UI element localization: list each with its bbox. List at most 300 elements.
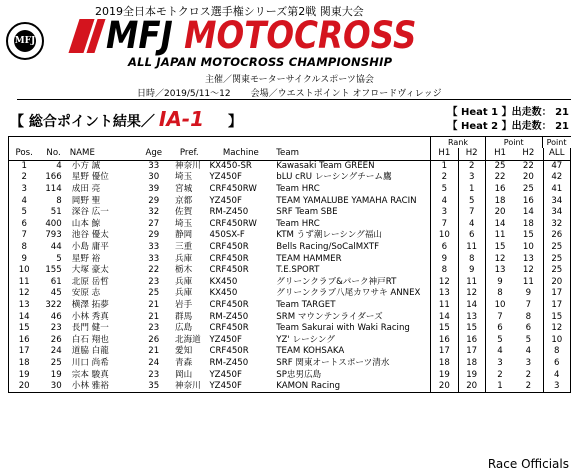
- col-point-h2: 8: [525, 311, 532, 322]
- col-rank-h2: 15: [458, 323, 485, 335]
- col-pos: 9: [9, 253, 40, 265]
- heat1-label: 【 Heat 1 】出走数：: [447, 107, 552, 118]
- group-rank: Rank: [431, 137, 486, 149]
- col-machine: CRF450R: [209, 323, 249, 334]
- col-rank-h1: 5: [431, 184, 458, 196]
- col-machine: YZ450F: [209, 195, 242, 206]
- col-rank-h2: 3: [458, 172, 485, 184]
- col-point-h2: 6: [525, 323, 532, 334]
- col-team-header: Team: [274, 148, 430, 160]
- col-point-all: 12: [543, 323, 570, 335]
- heat2-label: 【 Heat 2 】出走数：: [447, 121, 552, 132]
- col-point-all: 25: [543, 253, 570, 265]
- event-venue: 会場／ウエストポイント オフロードヴィレッジ: [250, 89, 442, 99]
- col-no: 24: [50, 346, 62, 357]
- col-age-header: Age: [137, 148, 171, 160]
- col-team: Team TARGET: [276, 300, 336, 311]
- col-no: 8: [56, 195, 62, 206]
- col-rank-h2: 11: [458, 277, 485, 289]
- table-row: [9, 160, 571, 172]
- col-point-h2: 14: [522, 207, 534, 218]
- table-row: [9, 358, 571, 370]
- col-point-h1: 5: [485, 335, 514, 347]
- table-row: [9, 381, 571, 393]
- mfj-emblem: [6, 22, 44, 60]
- col-machine: CRF450R: [209, 242, 249, 253]
- col-rank-h1: 16: [431, 335, 458, 347]
- col-pref: 兵庫: [174, 276, 193, 287]
- col-pref: 岩手: [174, 300, 193, 311]
- col-pos: 17: [9, 346, 40, 358]
- col-rank-h1: 14: [431, 311, 458, 323]
- col-no: 793: [45, 230, 62, 241]
- col-pos: 11: [9, 277, 40, 289]
- col-machine: YZ450F: [209, 369, 242, 380]
- col-rank-h2: 6: [458, 230, 485, 242]
- col-team: SP忠男広島: [276, 369, 322, 380]
- col-pos: 19: [9, 369, 40, 381]
- col-name: 宗本 駿真: [71, 369, 109, 380]
- col-team: T.E.SPORT: [276, 265, 320, 276]
- col-point-h1: 13: [485, 265, 514, 277]
- col-point-h1-header: H1: [485, 148, 514, 160]
- col-machine: CRF450R: [209, 253, 249, 264]
- table-row: [9, 230, 571, 242]
- brand-motocross: MOTOCROSS: [184, 14, 417, 57]
- col-team: TEAM YAMALUBE YAMAHA RACIN: [276, 195, 417, 206]
- col-point-all: 32: [543, 219, 570, 231]
- col-point-h2: 16: [522, 195, 534, 206]
- col-point-h1: 9: [485, 277, 514, 289]
- col-rank-h2: 18: [458, 358, 485, 370]
- col-pos: 7: [9, 230, 40, 242]
- section-prefix: 【 総合ポイント結果／: [10, 114, 155, 130]
- col-point-h1: 20: [485, 207, 514, 219]
- brand-mfj: MFJ: [106, 14, 173, 57]
- col-pos: 8: [9, 242, 40, 254]
- col-point-h2: 15: [522, 230, 534, 241]
- group-point-label: Point: [503, 138, 524, 147]
- col-team: bLU cRU レーシングチーム鷹: [276, 172, 392, 183]
- col-pref: 兵庫: [174, 253, 193, 264]
- table-row: [9, 265, 571, 277]
- col-pref: 京都: [174, 195, 193, 206]
- col-pref: 栃木: [174, 265, 193, 276]
- col-point-h2: 5: [525, 334, 532, 345]
- col-name: 安原 志: [71, 288, 101, 299]
- col-name: 小林 雅裕: [71, 381, 109, 392]
- col-pos-header: Pos.: [9, 148, 40, 160]
- col-rank-h1: 4: [431, 195, 458, 207]
- col-team: SRF 関東オートスポーツ清水: [276, 357, 390, 368]
- col-point-h1: 8: [485, 288, 514, 300]
- col-rank-h1: 8: [431, 265, 458, 277]
- results-table: [8, 136, 571, 393]
- col-pos: 5: [9, 207, 40, 219]
- col-point-h2: 11: [522, 276, 534, 287]
- class-name: IA-1: [158, 107, 205, 131]
- table-row: [9, 242, 571, 254]
- col-name: 成田 亮: [71, 184, 101, 195]
- table-row: [9, 277, 571, 289]
- col-pref: 埼玉: [174, 218, 193, 229]
- col-pref: 埼玉: [174, 172, 193, 183]
- col-age: 33: [148, 242, 160, 253]
- col-pos: 4: [9, 195, 40, 207]
- col-point-all: 26: [543, 230, 570, 242]
- col-no: 61: [50, 276, 62, 287]
- col-point-h1: 4: [485, 346, 514, 358]
- col-pref: 静岡: [174, 230, 193, 241]
- col-age: 23: [148, 276, 160, 287]
- col-point-h2: 7: [525, 300, 532, 311]
- table-row: [9, 369, 571, 381]
- col-name: 星野 優位: [71, 172, 109, 183]
- col-point-all: 17: [543, 288, 570, 300]
- col-pref: 北海道: [174, 334, 201, 345]
- col-machine: 450SX-F: [209, 230, 245, 241]
- col-point-h1: 7: [485, 311, 514, 323]
- col-pos: 14: [9, 311, 40, 323]
- col-name: 川口 尚希: [71, 357, 109, 368]
- col-pref: 佐賀: [174, 207, 193, 218]
- col-pref: 三重: [174, 242, 193, 253]
- col-no: 4: [56, 160, 62, 171]
- table-row: [9, 219, 571, 231]
- col-no: 25: [50, 357, 62, 368]
- col-pref: 宮城: [174, 184, 193, 195]
- col-point-h1: 12: [485, 253, 514, 265]
- col-point-all: 42: [543, 172, 570, 184]
- col-point-h2: 4: [525, 346, 532, 357]
- table-row: [9, 288, 571, 300]
- col-rank-h2: 5: [458, 195, 485, 207]
- col-rank-h2: 19: [458, 369, 485, 381]
- col-rank-h1: 12: [431, 277, 458, 289]
- heat1-value: 21: [555, 107, 569, 118]
- col-name: 小島 庸平: [71, 242, 109, 253]
- col-rank-h1: 1: [431, 160, 458, 172]
- col-point-all: 8: [543, 346, 570, 358]
- col-rank-h1-header: H1: [431, 148, 458, 160]
- col-age: 25: [148, 288, 160, 299]
- col-team: Kawasaki Team GREEN: [276, 160, 375, 171]
- col-point-all: 34: [543, 195, 570, 207]
- col-point-h1: 11: [485, 230, 514, 242]
- col-rank-h1: 19: [431, 369, 458, 381]
- col-point-h2: 2: [525, 369, 532, 380]
- col-rank-h1: 6: [431, 242, 458, 254]
- col-rank-h2: 11: [458, 242, 485, 254]
- col-no: 46: [50, 311, 62, 322]
- col-age: 33: [148, 160, 160, 171]
- col-team: KTM うず潮レーシング福山: [276, 230, 383, 241]
- col-point-h2: 10: [522, 242, 534, 253]
- col-point-all: 15: [543, 311, 570, 323]
- col-point-h2: 13: [522, 253, 534, 264]
- col-age: 21: [148, 346, 160, 357]
- col-point-h2: 22: [522, 160, 534, 171]
- col-team: グリーンクラブ&パーク神戸RT: [276, 276, 397, 287]
- col-age: 21: [148, 311, 160, 322]
- col-point-all: 10: [543, 335, 570, 347]
- col-pos: 10: [9, 265, 40, 277]
- col-no: 23: [50, 323, 62, 334]
- col-team: グリーンクラブ八尾カワサキ ANNEX: [276, 288, 421, 299]
- col-rank-h2: 1: [458, 184, 485, 196]
- organizer: 主催／関東モーターサイクルスポーツ協会: [205, 75, 374, 85]
- col-rank-h1: 18: [431, 358, 458, 370]
- col-point-all: 41: [543, 184, 570, 196]
- col-point-h1: 25: [485, 160, 514, 172]
- mfj-emblem-inner: MFJ: [14, 30, 36, 52]
- col-team: Team Sakurai with Waki Racing: [276, 323, 410, 334]
- section-title: [10, 107, 242, 131]
- col-rank-h2: 9: [458, 265, 485, 277]
- col-no: 322: [45, 300, 62, 311]
- col-name: 道脇 白龍: [71, 346, 109, 357]
- col-point-all: 25: [543, 242, 570, 254]
- table-body: [9, 160, 571, 393]
- col-name: 北原 岳哲: [71, 276, 109, 287]
- col-machine: CRF450R: [209, 265, 249, 276]
- col-no: 114: [45, 184, 62, 195]
- col-rank-h2-header: H2: [458, 148, 485, 160]
- col-machine-header: Machine: [207, 148, 274, 160]
- section-suffix: 】: [228, 114, 243, 130]
- table-group-header: [9, 137, 571, 149]
- col-point-h2: 9: [525, 288, 532, 299]
- col-rank-h1: 13: [431, 288, 458, 300]
- col-age: 27: [148, 218, 160, 229]
- col-name: 深谷 広一: [71, 207, 109, 218]
- col-age: 26: [148, 334, 160, 345]
- col-machine: RM-Z450: [209, 357, 249, 368]
- col-point-h2: 12: [522, 265, 534, 276]
- col-pref: 神奈川: [174, 160, 201, 171]
- col-pos: 13: [9, 300, 40, 312]
- table-header: [9, 148, 571, 160]
- col-no: 5: [56, 253, 62, 264]
- col-pos: 3: [9, 184, 40, 196]
- col-pos: 12: [9, 288, 40, 300]
- col-point-h1: 18: [485, 195, 514, 207]
- col-point-h1: 15: [485, 242, 514, 254]
- col-rank-h2: 17: [458, 346, 485, 358]
- col-point-h2: 20: [522, 172, 534, 183]
- col-rank-h1: 10: [431, 230, 458, 242]
- col-pos: 6: [9, 219, 40, 231]
- col-machine: CRF450RW: [209, 184, 257, 195]
- col-pref: 青森: [174, 357, 193, 368]
- col-rank-h1: 20: [431, 381, 458, 393]
- col-point-h1: 10: [485, 300, 514, 312]
- col-name: 岡野 聖: [71, 195, 101, 206]
- col-point-h1: 3: [485, 358, 514, 370]
- col-point-h2: 25: [522, 184, 534, 195]
- table-row: [9, 323, 571, 335]
- col-team: Team HRC: [276, 184, 320, 195]
- col-rank-h2: 14: [458, 300, 485, 312]
- col-rank-h2: 4: [458, 219, 485, 231]
- col-point-h1: 14: [485, 219, 514, 231]
- col-rank-h2: 16: [458, 335, 485, 347]
- col-point-all: 4: [543, 369, 570, 381]
- table-row: [9, 311, 571, 323]
- col-age: 30: [148, 172, 160, 183]
- col-point-h2: 18: [522, 218, 534, 229]
- col-pos: 20: [9, 381, 40, 393]
- header-rule: [17, 99, 571, 100]
- col-team: TEAM KOHSAKA: [276, 346, 345, 357]
- col-pref: 広島: [174, 323, 193, 334]
- table-row: [9, 195, 571, 207]
- col-rank-h1: 11: [431, 300, 458, 312]
- group-point: [485, 137, 570, 149]
- col-no: 19: [50, 369, 62, 380]
- col-point-h1: 2: [485, 369, 514, 381]
- col-rank-h1: 2: [431, 172, 458, 184]
- brand-title: [106, 14, 416, 58]
- col-team: Bells Racing/SoCalMXTF: [276, 242, 380, 253]
- col-age: 32: [148, 207, 160, 218]
- col-age: 35: [148, 381, 160, 392]
- col-machine: KX450-SR: [209, 160, 252, 171]
- table-row: [9, 184, 571, 196]
- col-no: 30: [50, 381, 62, 392]
- col-no: 166: [45, 172, 62, 183]
- col-no: 400: [45, 218, 62, 229]
- group-point-all-label: Point: [542, 137, 571, 148]
- heat2-value: 21: [555, 121, 569, 132]
- col-point-h1: 16: [485, 184, 514, 196]
- col-point-h1: 22: [485, 172, 514, 184]
- col-machine: YZ450F: [209, 172, 242, 183]
- col-no: 26: [50, 334, 62, 345]
- col-rank-h2: 13: [458, 311, 485, 323]
- col-point-all: 47: [543, 160, 570, 172]
- col-name: 白石 翔也: [71, 334, 109, 345]
- brand-subtitle: ALL JAPAN MOTOCROSS CHAMPIONSHIP: [128, 55, 393, 69]
- series-title: 2019全日本モトクロス選手権シリーズ第2戦 関東大会: [95, 5, 364, 18]
- col-point-all: 3: [543, 381, 570, 393]
- col-team: YZ' レーシング: [276, 334, 335, 345]
- col-point-h2: 2: [525, 381, 532, 392]
- col-point-all: 17: [543, 300, 570, 312]
- col-point-all-header: ALL: [543, 148, 570, 160]
- table-row: [9, 172, 571, 184]
- table-row: [9, 346, 571, 358]
- event-date: 日時／2019/5/11～12: [137, 89, 231, 99]
- col-no-header: No.: [39, 148, 67, 160]
- col-rank-h2: 12: [458, 288, 485, 300]
- table-row: [9, 207, 571, 219]
- col-machine: YZ450F: [209, 334, 242, 345]
- col-team: Team HRC: [276, 218, 320, 229]
- col-no: 44: [50, 242, 62, 253]
- col-name: 大塚 豪太: [71, 265, 109, 276]
- col-age: 23: [148, 369, 160, 380]
- col-rank-h1: 15: [431, 323, 458, 335]
- col-age: 33: [148, 253, 160, 264]
- col-point-h2: 3: [525, 357, 532, 368]
- col-age: 39: [148, 184, 160, 195]
- col-team: SRF Team SBE: [276, 207, 338, 218]
- col-rank-h1: 9: [431, 253, 458, 265]
- col-name: 長門 健一: [71, 323, 109, 334]
- race-officials: Race Officials: [487, 457, 569, 471]
- col-point-all: 34: [543, 207, 570, 219]
- col-team: TEAM HAMMER: [276, 253, 342, 264]
- col-name: 池谷 優太: [71, 230, 109, 241]
- table-row: [9, 300, 571, 312]
- col-no: 45: [50, 288, 62, 299]
- col-machine: CRF450R: [209, 300, 249, 311]
- col-no: 51: [50, 207, 62, 218]
- col-rank-h1: 17: [431, 346, 458, 358]
- col-pos: 16: [9, 335, 40, 347]
- col-team: SRM マウンテンライダーズ: [276, 311, 383, 322]
- col-name: 小林 秀真: [71, 311, 109, 322]
- col-name: 小方 誠: [71, 160, 101, 171]
- col-pref: 神奈川: [174, 381, 201, 392]
- col-point-h2-header: H2: [514, 148, 543, 160]
- col-rank-h2: 20: [458, 381, 485, 393]
- group-blank: [9, 137, 431, 149]
- col-machine: CRF450R: [209, 346, 249, 357]
- col-rank-h1: 3: [431, 207, 458, 219]
- col-pos: 2: [9, 172, 40, 184]
- heat1-count: [448, 103, 570, 118]
- col-rank-h2: 7: [458, 207, 485, 219]
- col-point-h1: 6: [485, 323, 514, 335]
- event-meta: [137, 86, 462, 99]
- col-age: 23: [148, 323, 160, 334]
- col-pref-header: Pref.: [171, 148, 207, 160]
- col-name-header: NAME: [68, 148, 137, 160]
- col-pref: 群馬: [174, 311, 193, 322]
- col-pref: 岡山: [174, 369, 193, 380]
- heat2-count: [448, 117, 570, 132]
- col-name: 横澤 拓夢: [71, 300, 109, 311]
- col-name: 星野 裕: [71, 253, 101, 264]
- col-machine: KX450: [209, 288, 238, 299]
- col-pos: 18: [9, 358, 40, 370]
- col-pref: 兵庫: [174, 288, 193, 299]
- col-machine: RM-Z450: [209, 207, 249, 218]
- col-rank-h1: 7: [431, 219, 458, 231]
- col-machine: YZ450F: [209, 381, 242, 392]
- col-rank-h2: 8: [458, 253, 485, 265]
- col-machine: RM-Z450: [209, 311, 249, 322]
- col-age: 29: [148, 195, 160, 206]
- col-machine: CRF450RW: [209, 218, 257, 229]
- col-machine: KX450: [209, 276, 238, 287]
- col-pos: 1: [9, 160, 40, 172]
- table-row: [9, 253, 571, 265]
- col-age: 29: [148, 230, 160, 241]
- col-point-h1: 1: [485, 381, 514, 393]
- col-team: KAMON Racing: [276, 381, 341, 392]
- col-point-all: 20: [543, 277, 570, 289]
- col-pref: 愛知: [174, 346, 193, 357]
- col-age: 24: [148, 357, 160, 368]
- col-age: 22: [148, 265, 160, 276]
- table-row: [9, 335, 571, 347]
- col-point-all: 6: [543, 358, 570, 370]
- col-age: 21: [148, 300, 160, 311]
- col-pos: 15: [9, 323, 40, 335]
